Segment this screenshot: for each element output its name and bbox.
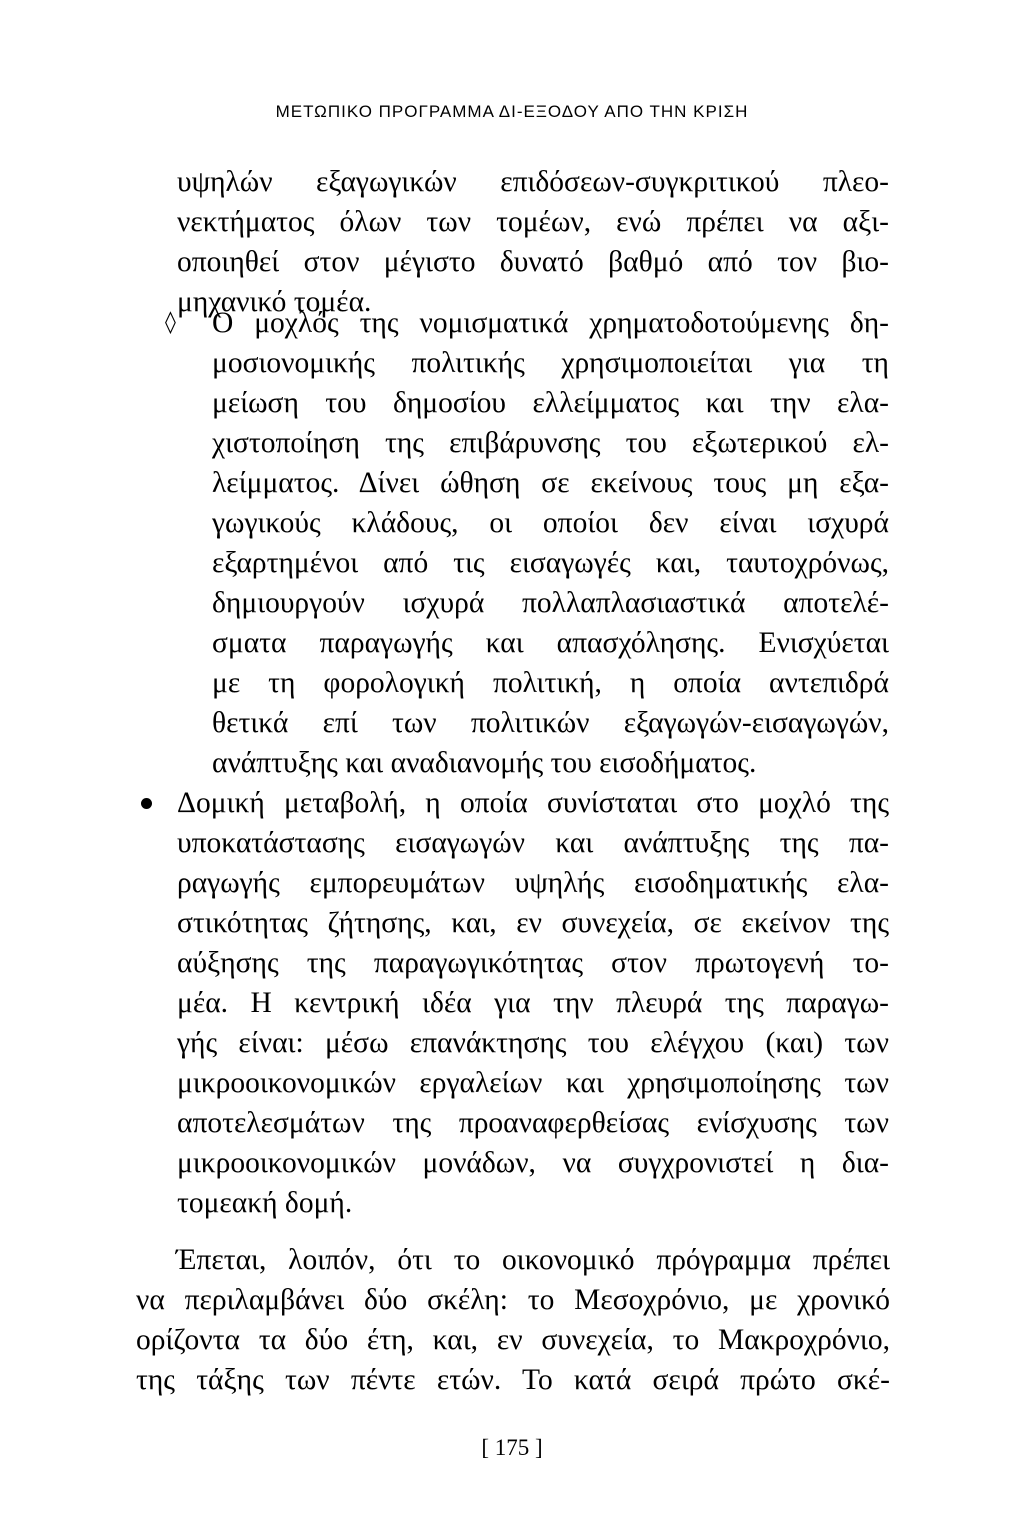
body-line: με τη φορολογική πολιτική, η οποία αντεπιδρά [212,667,889,699]
body-line: ορίζοντα τα δύο έτη, και, εν συνεχεία, το Μακροχρόνιο, [136,1324,890,1356]
body-line: νεκτήματος όλων των τομέων, ενώ πρέπει να αξι- [177,206,889,238]
body-line: υποκατάστασης εισαγωγών και ανάπτυξης της πα- [177,827,889,859]
body-line: αύξησης της παραγωγικότητας στον πρωτογενή το- [177,947,889,979]
body-line: Δομική μεταβολή, η οποία συνίσταται στο μοχλό της [177,787,889,819]
body-line: μέα. Η κεντρική ιδέα για την πλευρά της παραγω- [177,987,889,1019]
body-line: εξαρτημένοι από τις εισαγωγές και, ταυτοχρόνως, [212,547,889,579]
body-line: σματα παραγωγής και απασχόλησης. Ενισχύεται [212,627,889,659]
bullet-dot-icon [141,798,152,809]
body-line: μικροοικονομικών εργαλείων και χρησιμοποίησης των [177,1067,889,1099]
body-line: ραγωγής εμπορευμάτων υψηλής εισοδηματικής ελα- [177,867,889,899]
body-line: γής είναι: μέσω επανάκτησης του ελέγχου (και) των [177,1027,889,1059]
page-number: [ 175 ] [481,1435,543,1460]
body-line: λείμματος. Δίνει ώθηση σε εκείνους τους μη εξα- [212,467,889,499]
body-line: αποτελεσμάτων της προαναφερθείσας ενίσχυσης των [177,1107,889,1139]
body-line: στικότητας ζήτησης, και, εν συνεχεία, σε εκείνον της [177,907,889,939]
body-line: χιστοποίηση της επιβάρυνσης του εξωτερικού ελ- [212,427,889,459]
body-line: οποιηθεί στον μέγιστο δυνατό βαθμό από τον βιο- [177,246,889,278]
body-line: μικροοικονομικών μονάδων, να συγχρονιστεί η δια- [177,1147,889,1179]
body-line: της τάξης των πέντε ετών. Το κατά σειρά πρώτο σκέ- [136,1364,890,1396]
diamond-marker-icon: ◊ [165,310,176,335]
body-line: μηχανικό τομέα. [177,286,372,318]
body-line: θετικά επί των πολιτικών εξαγωγών-εισαγωγών, [212,707,889,739]
body-line: μοσιονομικής πολιτικής χρησιμοποιείται για τη [212,347,889,379]
body-line: δημιουργούν ισχυρά πολλαπλασιαστικά αποτελέ- [212,587,889,619]
body-line: ανάπτυξης και αναδιανομής του εισοδήματος. [212,747,757,779]
body-line: Έπεται, λοιπόν, ότι το οικονομικό πρόγραμμα πρέπει [176,1244,890,1276]
running-head: ΜΕΤΩΠΙΚΟ ΠΡΟΓΡΑΜΜΑ ΔΙ-ΕΞΟΔΟΥ ΑΠΟ ΤΗΝ ΚΡΙΣΗ [275,102,749,121]
body-line: γωγικούς κλάδους, οι οποίοι δεν είναι ισχυρά [212,507,889,539]
body-line: υψηλών εξαγωγικών επιδόσεων-συγκριτικού πλεο- [177,166,889,198]
body-line: να περιλαμβάνει δύο σκέλη: το Μεσοχρόνιο, με χρονικό [136,1284,890,1316]
body-line: Ο μοχλός της νομισματικά χρηματοδοτούμενης δη- [212,307,889,339]
body-line: μείωση του δημοσίου ελλείμματος και την ελα- [212,387,889,419]
body-line: τομεακή δομή. [177,1187,353,1219]
